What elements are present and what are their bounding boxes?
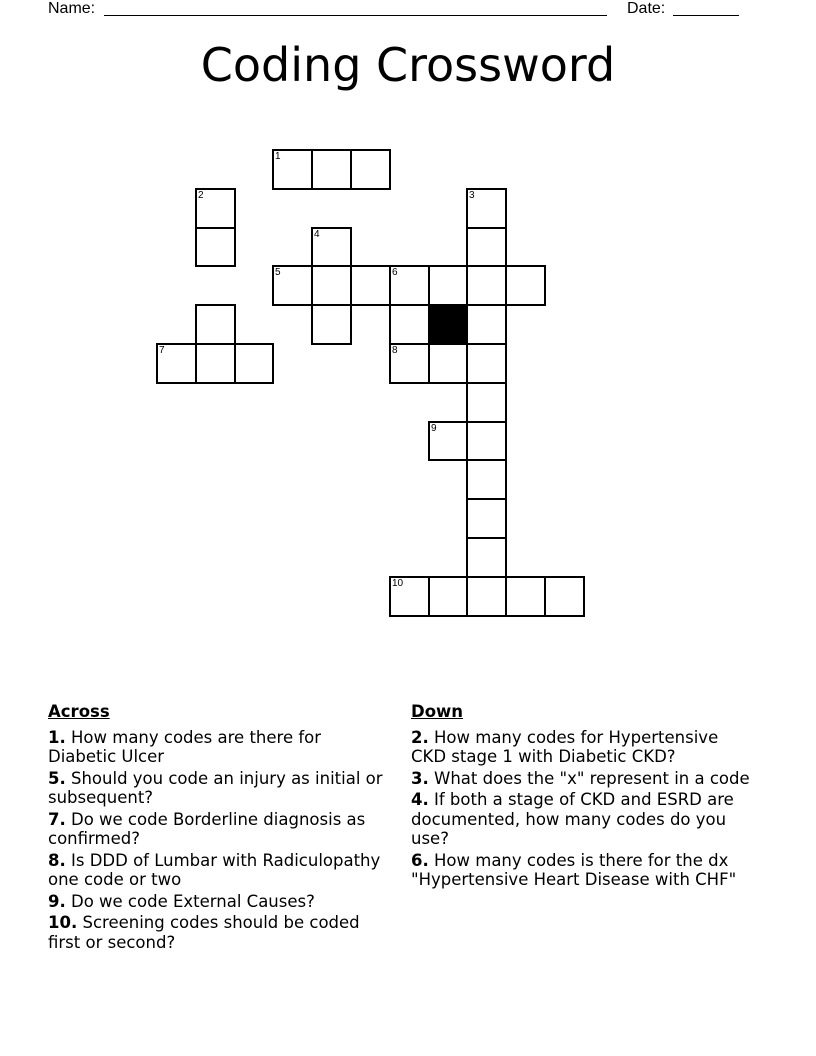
cell-number: 10 (392, 578, 404, 589)
grid-cell[interactable] (466, 343, 507, 384)
clue-text: How many codes is there for the dx "Hypertensive Heart Disease with CHF" (411, 850, 737, 889)
grid-cell[interactable] (156, 343, 197, 384)
grid-cell[interactable] (195, 343, 236, 384)
clue-text: How many codes are there for Diabetic Ulcer (48, 727, 322, 766)
clue-across-7 (48, 810, 393, 849)
cell-number: 3 (469, 190, 475, 201)
clue-text: Is DDD of Lumbar with Radiculopathy one code or two (48, 850, 381, 889)
clue-number: 8. (48, 850, 66, 870)
cell-number: 6 (392, 267, 398, 278)
clue-across-5 (48, 769, 393, 808)
grid-cell[interactable] (389, 576, 430, 617)
cell-number: 9 (431, 423, 437, 434)
clue-number: 7. (48, 809, 66, 829)
clue-text: Should you code an injury as initial or subsequent? (48, 768, 383, 807)
grid-cell[interactable] (195, 227, 236, 267)
grid-cell[interactable] (466, 382, 507, 423)
grid-cell[interactable] (466, 537, 507, 578)
cell-number: 1 (275, 151, 281, 162)
page-title: Coding Crossword (200, 38, 616, 92)
grid-cell[interactable] (428, 343, 468, 384)
grid-cell[interactable] (466, 498, 507, 539)
grid-cell[interactable] (389, 265, 430, 306)
grid-cell[interactable] (350, 149, 391, 190)
grid-cell[interactable] (466, 188, 507, 229)
cell-number: 5 (275, 267, 281, 278)
grid-cell[interactable] (466, 304, 507, 345)
grid-cell[interactable] (195, 304, 236, 345)
black-square (428, 304, 468, 345)
grid-cell[interactable] (311, 304, 352, 345)
clue-number: 9. (48, 891, 66, 911)
grid-cell[interactable] (311, 227, 352, 267)
clue-number: 2. (411, 727, 429, 747)
clue-number: 3. (411, 768, 429, 788)
clue-number: 4. (411, 790, 429, 809)
cell-number: 2 (198, 190, 204, 201)
clue-text: Do we code External Causes? (71, 891, 315, 911)
clue-down-6 (411, 851, 756, 890)
name-label: Name: (48, 0, 96, 17)
grid-cell[interactable] (466, 576, 507, 617)
cell-number: 7 (159, 345, 165, 356)
cell-number: 8 (392, 345, 398, 356)
date-label: Date: (627, 0, 666, 17)
clue-text: What does the "x" represent in a code (434, 768, 750, 788)
grid-cell[interactable] (272, 149, 313, 190)
grid-cell[interactable] (505, 265, 546, 306)
clue-number: 6. (411, 850, 429, 870)
clue-number: 10. (48, 913, 78, 932)
clue-across-1 (48, 728, 393, 767)
clue-number: 5. (48, 768, 66, 788)
clue-down-3 (411, 769, 756, 789)
grid-cell[interactable] (466, 459, 507, 500)
clue-across-8 (48, 851, 393, 890)
grid-cell[interactable] (389, 304, 430, 345)
cell-number: 4 (314, 229, 320, 240)
grid-cell[interactable] (350, 265, 391, 306)
grid-cell[interactable] (428, 265, 468, 306)
across-clues (48, 702, 393, 954)
grid-cell[interactable] (466, 421, 507, 461)
across-heading: Across (48, 702, 110, 721)
clue-text: Do we code Borderline diagnosis as confirmed? (48, 809, 366, 848)
grid-cell[interactable] (234, 343, 274, 384)
down-clues (411, 702, 756, 892)
grid-cell[interactable] (428, 421, 468, 461)
grid-cell[interactable] (544, 576, 585, 617)
grid-cell[interactable] (311, 149, 352, 190)
header (48, 0, 748, 20)
grid-cell[interactable] (428, 576, 468, 617)
grid-cell[interactable] (466, 227, 507, 267)
down-heading: Down (411, 702, 464, 721)
clue-text: How many codes for Hypertensive CKD stage 1 with Diabetic CKD? (411, 727, 719, 766)
grid-cell[interactable] (505, 576, 546, 617)
clue-text: If both a stage of CKD and ESRD are documented, how many codes do you use? (411, 790, 734, 848)
grid-cell[interactable] (311, 265, 352, 306)
grid-cell[interactable] (389, 343, 430, 384)
grid-cell[interactable] (466, 265, 507, 306)
grid-cell[interactable] (272, 265, 313, 306)
clue-across-10 (48, 913, 393, 952)
clue-text: Screening codes should be coded first or second? (48, 913, 360, 952)
clue-down-4 (411, 790, 756, 849)
name-input-line[interactable] (104, 15, 607, 16)
clue-number: 1. (48, 727, 66, 747)
grid-cell[interactable] (195, 188, 236, 229)
clue-across-9 (48, 892, 393, 912)
date-input-line[interactable] (673, 15, 739, 16)
clue-down-2 (411, 728, 756, 767)
